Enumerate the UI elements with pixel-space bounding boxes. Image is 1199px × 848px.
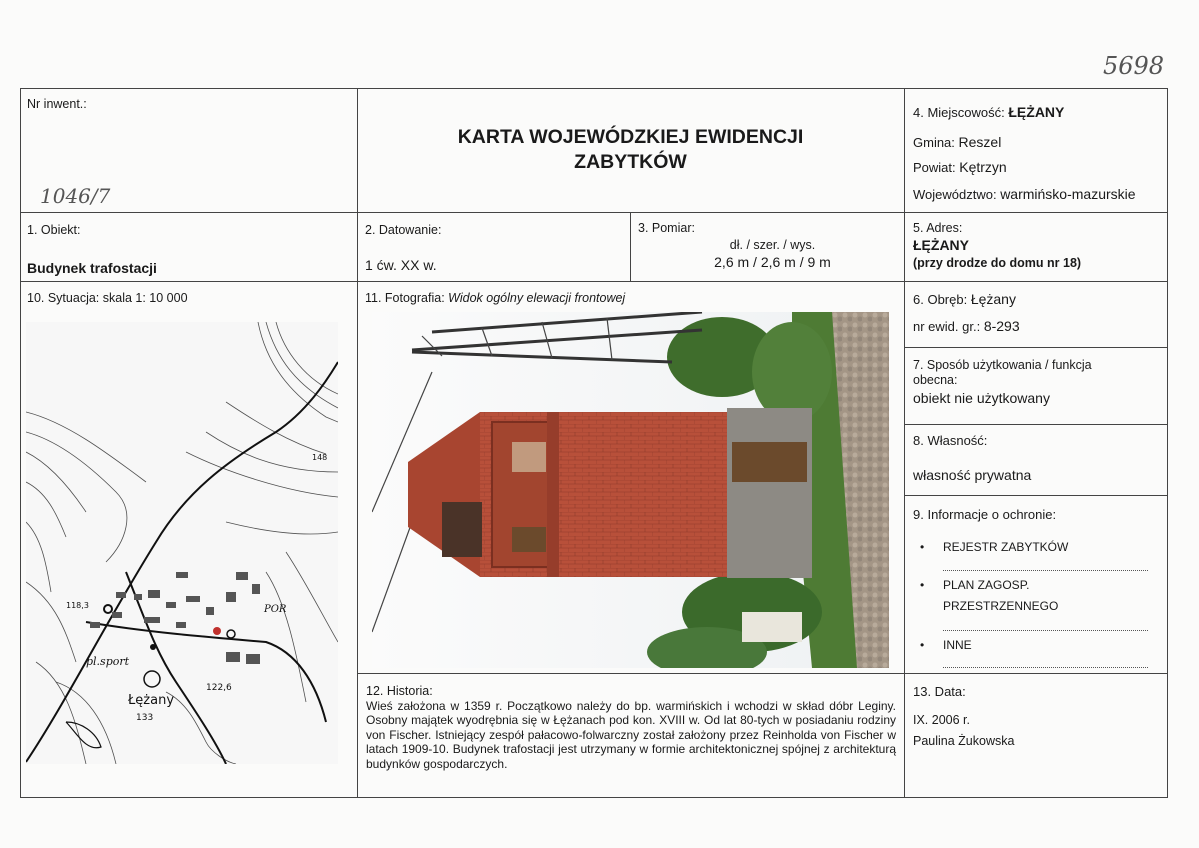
ochrona-item-rejestr: REJESTR ZABYTKÓW <box>943 540 1069 554</box>
divider <box>357 88 358 798</box>
fotografia-label: 11. Fotografia: Widok ogólny elewacji frontowej <box>365 291 626 305</box>
wojewodztwo: Województwo: warmińsko-mazurskie <box>913 186 1136 202</box>
building-photo <box>372 312 889 668</box>
divider <box>904 347 1168 348</box>
dotted-line <box>943 570 1148 571</box>
sposob-label: 7. Sposób użytkowania / funkcja obecna: <box>913 358 1092 387</box>
pomiar-label: 3. Pomiar: <box>638 221 695 235</box>
map-label-elev4: 118,3 <box>66 601 89 610</box>
pomiar-value: 2,6 m / 2,6 m / 9 m <box>714 254 831 270</box>
map-label-village: Łężany <box>128 693 175 708</box>
ochrona-item-plan: PLAN ZAGOSP. <box>943 578 1030 592</box>
map-label-elev2: 133 <box>136 713 154 723</box>
map-label-elev3: 148 <box>312 453 328 462</box>
data-value: IX. 2006 r. <box>913 713 970 727</box>
nr-inwent-label: Nr inwent.: <box>27 97 87 111</box>
divider <box>20 281 1168 282</box>
divider <box>357 673 1168 674</box>
ochrona-label: 9. Informacje o ochronie: <box>913 507 1057 522</box>
wlasnosc-label: 8. Własność: <box>913 433 988 448</box>
datowanie-label: 2. Datowanie: <box>365 223 442 237</box>
wlasnosc-value: własność prywatna <box>913 467 1032 483</box>
map-label-elev: 122,6 <box>206 683 232 693</box>
author: Paulina Żukowska <box>913 734 1015 748</box>
divider <box>904 88 905 798</box>
obreb: 6. Obręb: Łężany <box>913 291 1016 307</box>
sposob-value: obiekt nie użytkowany <box>913 390 1050 406</box>
ochrona-bullet: • <box>920 578 925 592</box>
ochrona-item-inne: INNE <box>943 638 972 652</box>
sytuacja-label: 10. Sytuacja: skala 1: 10 000 <box>27 291 188 305</box>
map-label-sport: pl.sport <box>86 655 130 668</box>
handwritten-page-number: 5698 <box>1103 52 1165 80</box>
ochrona-bullet: • <box>920 540 925 554</box>
pomiar-units: dł. / szer. / wys. <box>729 238 816 252</box>
gmina: Gmina: Reszel <box>913 134 1002 150</box>
dotted-line <box>943 667 1148 668</box>
obiekt-value: Budynek trafostacji <box>27 260 157 276</box>
divider <box>904 424 1168 425</box>
datowanie-value: 1 ćw. XX w. <box>365 257 437 273</box>
adres-value: ŁĘŻANY <box>913 237 969 253</box>
ochrona-bullet: • <box>920 638 925 652</box>
historia-text: Wieś założona w 1359 r. Początkowo należy do bp. warmińskich i wchodzi w skład dóbr Leginy. Osobny majątek wyodrębnia się w Łężanach pod kon. XVIII w. Od lat 80-tych w posiadaniu rodziny von Fischer. Istniejący zespół pałacowo-folwarczny został założony przez Reinholda von Fischer w latach 1909-10. Budynek trafostacji jest utrzymany w formie architektonicznej spójnej z architekturą budynków gospodarczych. <box>366 699 896 771</box>
divider <box>904 495 1168 496</box>
adres-note: (przy drodze do domu nr 18) <box>913 256 1082 270</box>
obiekt-label: 1. Obiekt: <box>27 223 81 237</box>
dotted-line <box>943 630 1148 631</box>
situation-map <box>26 322 338 764</box>
nr-ewid: nr ewid. gr.: 8-293 <box>913 318 1020 334</box>
ochrona-item-plan-2: PRZESTRZENNEGO <box>943 599 1059 613</box>
map-label-por: POR <box>264 604 287 615</box>
powiat: Powiat: Kętrzyn <box>913 159 1007 175</box>
divider <box>630 212 631 281</box>
divider <box>20 212 1168 213</box>
card-title: KARTA WOJEWÓDZKIEJ EWIDENCJI ZABYTKÓW <box>457 126 804 173</box>
adres-label: 5. Adres: <box>913 221 963 235</box>
miejscowosc: 4. Miejscowość: ŁĘŻANY <box>913 104 1065 120</box>
data-label: 13. Data: <box>913 684 966 699</box>
historia-label: 12. Historia: <box>366 684 433 698</box>
handwritten-inventory-number: 1046/7 <box>40 184 111 208</box>
